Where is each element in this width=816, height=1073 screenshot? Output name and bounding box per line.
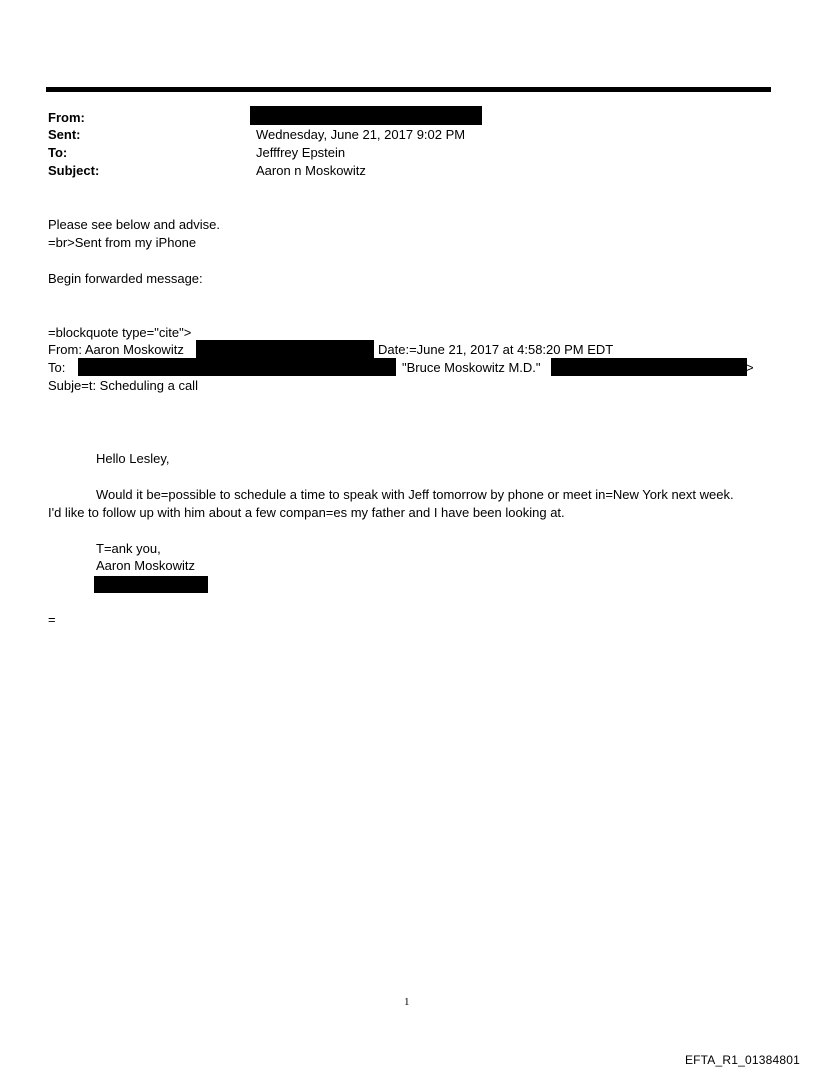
body-line-iphone: =br>Sent from my iPhone [48, 235, 197, 250]
subject-label: Subject: [48, 163, 100, 178]
fwd-from: From: Aaron Moskowitz [48, 342, 184, 357]
fwd-to: To: [48, 360, 66, 375]
blockquote-tag: =blockquote type="cite"> [48, 325, 192, 340]
fwd-cc-name: "Bruce Moskowitz M.D." [402, 360, 541, 375]
header-rule [46, 87, 771, 92]
redacted-fwd-to [78, 358, 396, 376]
from-label: From: [48, 110, 85, 125]
sent-label: Sent: [48, 127, 81, 142]
message-paragraph-line1: Would it be=possible to schedule a time to speak with Jeff tomorrow by phone or meet in=New York next week. [96, 487, 734, 502]
trailing-equals: = [48, 612, 56, 627]
sent-value: Wednesday, June 21, 2017 9:02 PM [256, 127, 466, 142]
redacted-fwd-cc-email [551, 358, 747, 376]
fwd-cc-gt: > [746, 360, 754, 375]
fwd-date: Date:=June 21, 2017 at 4:58:20 PM EDT [378, 342, 614, 357]
to-value: Jefffrey Epstein [256, 145, 346, 160]
redacted-signature-line [94, 576, 208, 593]
body-line-forwarded: Begin forwarded message: [48, 271, 203, 286]
subject-value: Aaron n Moskowitz [256, 163, 366, 178]
signature-name: Aaron Moskowitz [96, 558, 195, 573]
to-label: To: [48, 145, 68, 160]
fwd-subject: Subje=t: Scheduling a call [48, 378, 198, 393]
document-id: EFTA_R1_01384801 [684, 1053, 800, 1067]
redacted-from-address [250, 106, 482, 125]
redacted-fwd-from-email [196, 340, 374, 358]
body-line-advise: Please see below and advise. [48, 217, 221, 232]
greeting: Hello Lesley, [96, 451, 170, 466]
closing-thanks: T=ank you, [96, 541, 161, 556]
page-number: 1 [404, 996, 410, 1008]
message-paragraph-line2: I'd like to follow up with him about a few compan=es my father and I have been looking at. [48, 505, 565, 520]
